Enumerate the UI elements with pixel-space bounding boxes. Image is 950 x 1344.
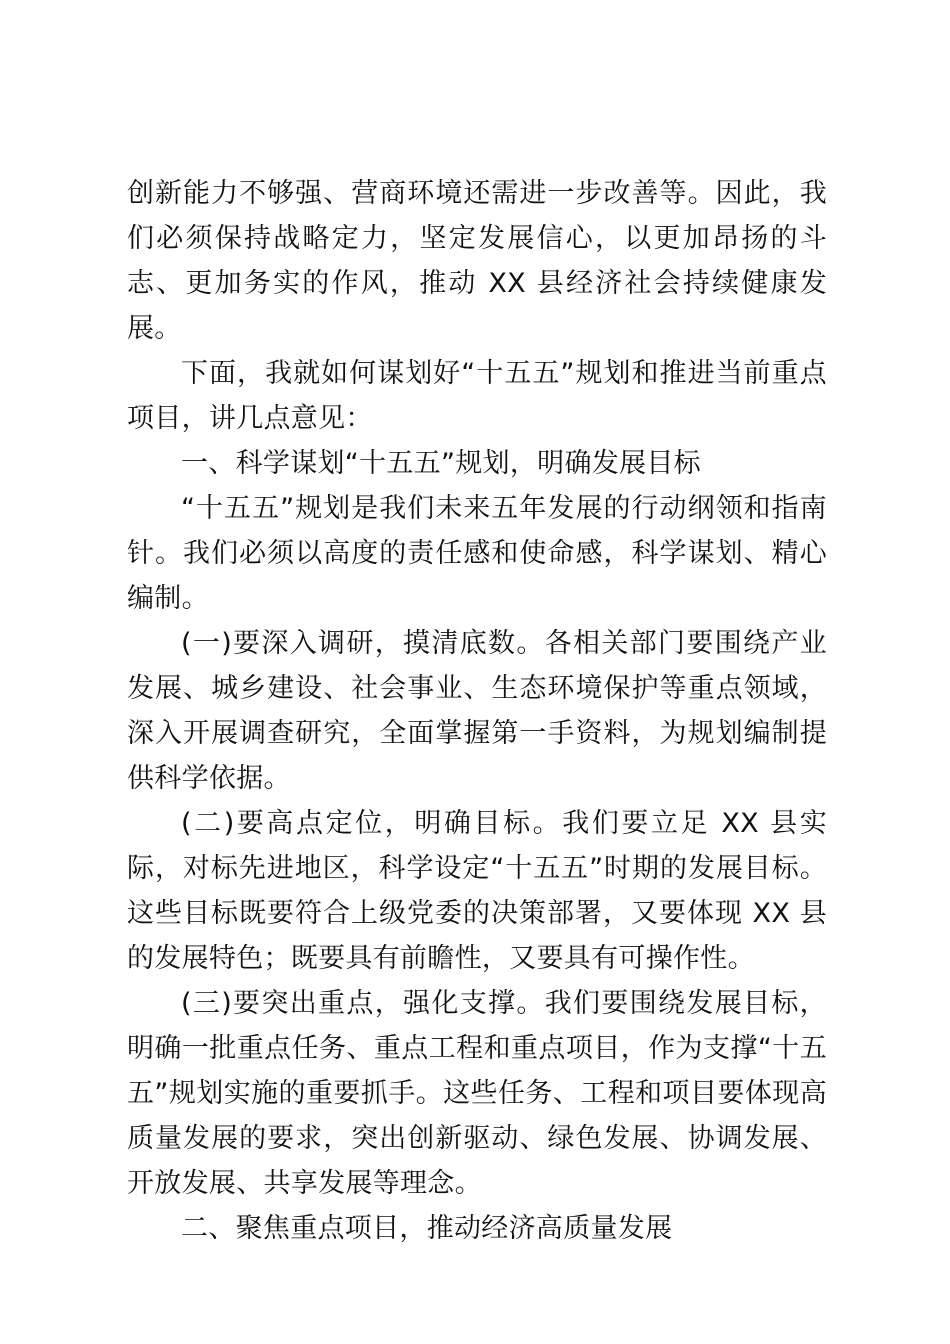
paragraph-intro: 下面，我就如何谋划好“十五五”规划和推进当前重点项目，讲几点意见： [127,358,827,434]
paragraph-plan-overview: “十五五”规划是我们未来五年发展的行动纲领和指南针。我们必须以高度的责任感和使命感，科学谋划、精心编制。 [127,493,827,614]
paragraph-point-1: (一)要深入调研，摸清底数。各相关部门要围绕产业发展、城乡建设、社会事业、生态环境保护等重点领域，深入开展调查研究，全面掌握第一手资料，为规划编制提供科学依据。 [127,628,827,794]
section-heading-1: 一、科学谋划“十五五”规划，明确发展目标 [181,448,701,479]
paragraph-point-2: (二)要高点定位，明确目标。我们要立足 XX 县实际，对标先进地区，科学设定“十五五”时期的发展目标。这些目标既要符合上级党委的决策部署，又要体现 XX 县的发展特色；既要具有前瞻性，又要具有可操作性。 [127,808,827,974]
paragraph-continuation: 创新能力不够强、营商环境还需进一步改善等。因此，我们必须保持战略定力，坚定发展信心，以更加昂扬的斗志、更加务实的作风，推动 XX 县经济社会持续健康发展。 [127,178,827,344]
document-page [127,171,827,1251]
paragraph-point-3: (三)要突出重点，强化支撑。我们要围绕发展目标，明确一批重点任务、重点工程和重点项目，作为支撑“十五五”规划实施的重要抓手。这些任务、工程和项目要体现高质量发展的要求，突出创新驱动、绿色发展、协调发展、开放发展、共享发展等理念。 [127,988,827,1199]
section-heading-2: 二、聚焦重点项目，推动经济高质量发展 [181,1213,673,1244]
